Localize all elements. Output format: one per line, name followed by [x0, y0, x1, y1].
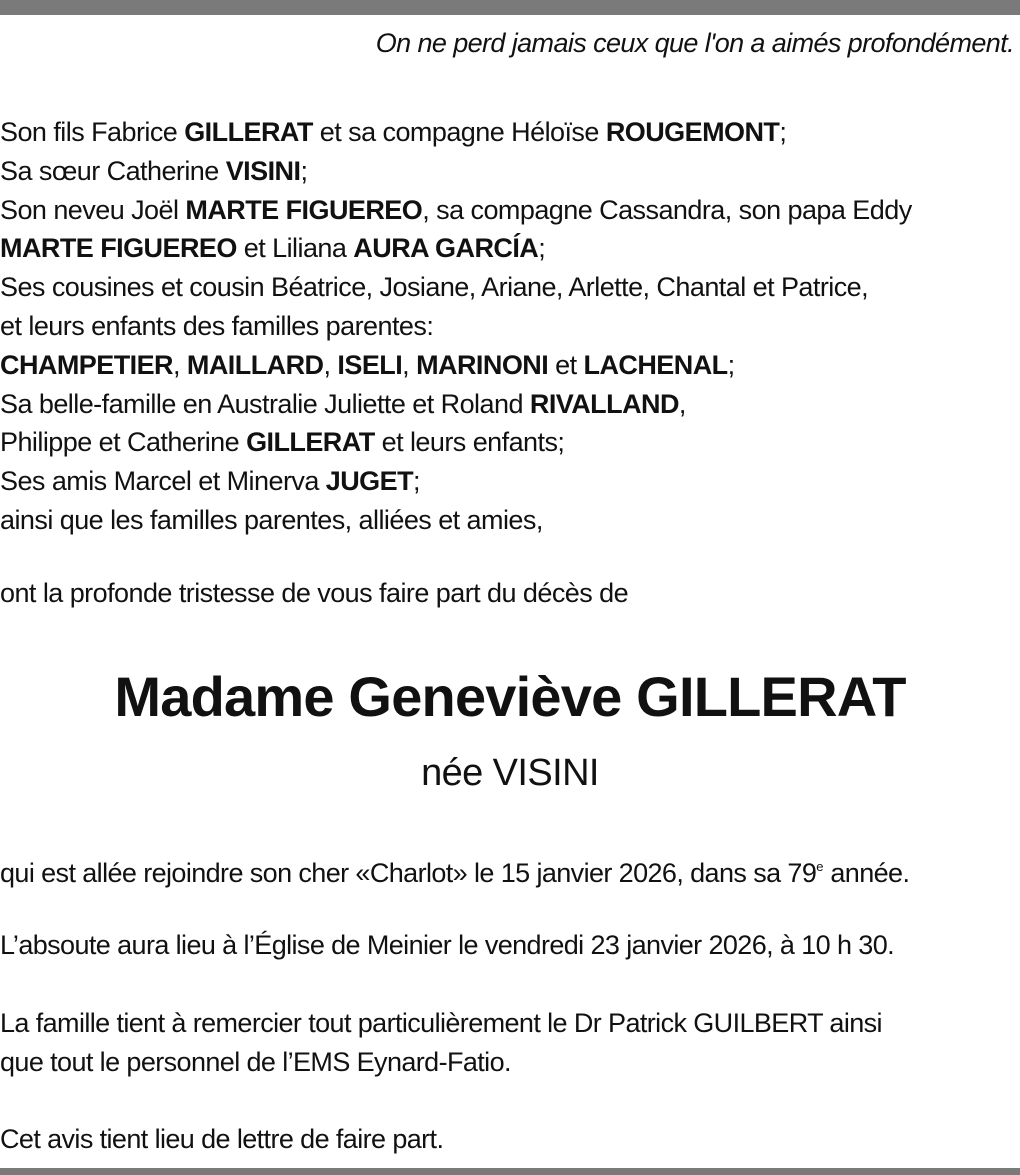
closing-notice: Cet avis tient lieu de lettre de faire part. [0, 1124, 444, 1154]
death-notice-text: qui est allée rejoindre son cher «Charlot» le 15 janvier 2026, dans sa 79 [0, 858, 817, 888]
thanks-line: que tout le personnel de l’EMS Eynard-Fatio. [0, 1046, 511, 1077]
family-surname: MAILLARD [186, 349, 324, 380]
family-surname: GILLERAT [184, 117, 313, 147]
ceremony-notice: L’absoute aura lieu à l’Église de Meinier le vendredi 23 janvier 2026, à 10 h 30. [0, 930, 895, 960]
death-notice-superscript: e [816, 859, 824, 874]
family-text: Sa sœur Catherine [0, 155, 226, 186]
family-text: , [323, 349, 338, 380]
death-notice [0, 848, 909, 893]
family-line [0, 229, 1020, 268]
family-line [0, 113, 1020, 152]
family-text: Ses amis Marcel et Minerva [0, 466, 326, 497]
family-line [0, 346, 1020, 385]
family-surname: ISELI [337, 349, 403, 380]
epigraph: On ne perd jamais ceux que l'on a aimés profondément. [375, 28, 1014, 58]
deceased-name: Madame Geneviève GILLERAT [114, 665, 906, 728]
family-text: ; [538, 233, 546, 264]
family-text: et sa compagne Héloïse [312, 117, 606, 147]
family-surname: LACHENAL [583, 349, 728, 380]
family-surname: ROUGEMONT [605, 117, 780, 147]
family-text: ; [727, 349, 735, 380]
family-line [0, 423, 1020, 462]
family-text: , sa compagne Cassandra, son papa Eddy [422, 194, 912, 225]
family-surname: MARTE FIGUEREO [0, 233, 237, 264]
family-list [0, 113, 1020, 540]
family-text: ; [413, 466, 420, 497]
family-text: ; [779, 117, 787, 147]
family-surname: GILLERAT [246, 427, 375, 458]
family-text: , [402, 349, 417, 380]
family-text: , [678, 388, 686, 419]
family-text: et leurs enfants; [374, 427, 565, 458]
death-notice-tail: année. [823, 858, 910, 888]
announcement-intro: ont la profonde tristesse de vous faire part du décès de [0, 578, 629, 608]
family-surname: RIVALLAND [529, 388, 679, 419]
family-text: Philippe et Catherine [0, 427, 247, 458]
family-text: Son fils Fabrice [0, 117, 185, 147]
family-surname: MARINONI [416, 349, 549, 380]
family-line [0, 191, 1020, 230]
family-line [0, 307, 1020, 346]
family-surname: VISINI [225, 155, 301, 186]
family-surname: AURA GARCÍA [353, 233, 539, 264]
family-text: , [173, 349, 187, 380]
thanks-line: La famille tient à remercier tout particulièrement le Dr Patrick GUILBERT ainsi [0, 1008, 882, 1038]
family-line [0, 501, 1020, 540]
family-text: Sa belle-famille en Australie Juliette et Roland [0, 388, 530, 419]
family-line [0, 462, 1020, 501]
family-line [0, 152, 1020, 191]
family-text: ainsi que les familles parentes, alliées et amies, [0, 504, 543, 535]
family-surname: CHAMPETIER [0, 349, 174, 380]
family-text: ; [300, 155, 308, 186]
top-rule [0, 0, 1020, 15]
family-line [0, 268, 1020, 307]
family-text: Ses cousines et cousin Béatrice, Josiane, Ariane, Arlette, Chantal et Patrice, [0, 272, 869, 303]
family-text: et [548, 349, 584, 380]
family-line [0, 385, 1020, 424]
bottom-rule [0, 1168, 1020, 1175]
family-surname: MARTE FIGUEREO [185, 194, 423, 225]
family-text: et Liliana [236, 233, 354, 264]
thanks-notice [0, 1004, 882, 1082]
family-surname: JUGET [325, 466, 414, 497]
maiden-name: née VISINI [421, 752, 599, 794]
family-text: Son neveu Joël [0, 194, 186, 225]
family-text: et leurs enfants des familles parentes: [0, 310, 434, 341]
